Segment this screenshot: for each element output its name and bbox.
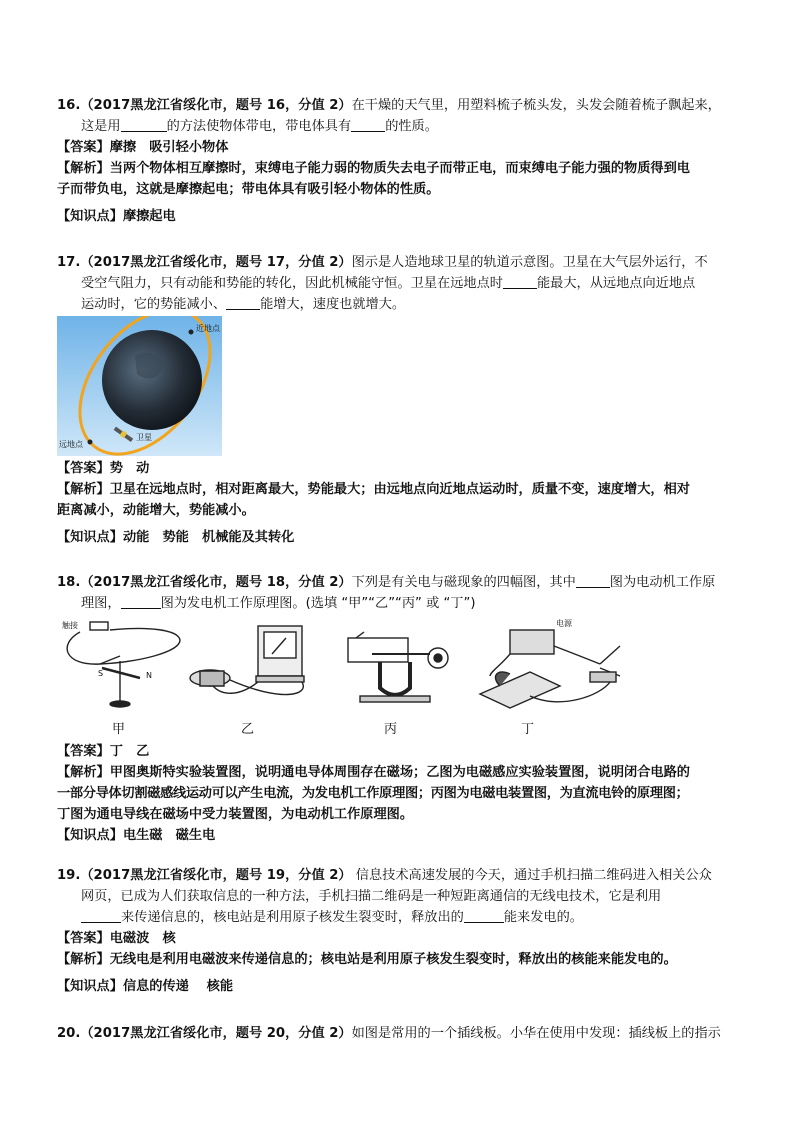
analysis-text: 卫星在远地点时，相对距离最大，势能最大；由远地点向近地点运动时，质量不变，速度增大，相对 bbox=[109, 482, 690, 497]
analysis-row bbox=[57, 158, 747, 179]
analysis-tag: 【解析】 bbox=[57, 765, 110, 780]
question-text: 理图， bbox=[81, 596, 121, 611]
question-text: 网页，已成为人们获取信息的一种方法，手机扫描二维码是一种短距离通信的无线电技术，它是利用 bbox=[81, 889, 662, 904]
analysis-text: 子而带负电，这就是摩擦起电；带电体具有吸引轻小物体的性质。 bbox=[57, 182, 440, 197]
analysis-text: 距离减小，动能增大，势能减小。 bbox=[57, 503, 255, 518]
knowledge-text: 动能 势能 机械能及其转化 bbox=[122, 530, 295, 545]
question-text: 能增大，速度也就增大。 bbox=[260, 297, 406, 312]
question-text: 能最大，从远地点向近地点 bbox=[537, 276, 696, 291]
question-text: 受空气阻力，只有动能和势能的转化，因此机械能守恒。卫星在远地点时 bbox=[81, 276, 503, 291]
figure-jia bbox=[62, 620, 180, 707]
answer-text: 势 动 bbox=[109, 461, 150, 476]
answer-tag: 【答案】 bbox=[57, 140, 110, 155]
question-19 bbox=[57, 865, 747, 997]
figure-label-bing: 丙 bbox=[384, 722, 398, 737]
knowledge-tag: 【知识点】 bbox=[57, 530, 123, 545]
figure-label-ding: 丁 bbox=[521, 722, 535, 737]
satellite-orbit-figure bbox=[57, 316, 222, 456]
analysis-text: 甲图奥斯特实验装置图，说明通电导体周围存在磁场；乙图为电磁感应实验装置图，说明闭合电路的 bbox=[109, 765, 690, 780]
answer-tag: 【答案】 bbox=[57, 461, 110, 476]
analysis-row bbox=[57, 479, 747, 500]
answer-text: 摩擦 吸引轻小物体 bbox=[109, 140, 229, 155]
figure-yi bbox=[190, 626, 304, 695]
question-text: 在干燥的天气里，用塑料梳子梳头发，头发会随着梳子飘起来， bbox=[351, 98, 721, 113]
analysis-tag: 【解析】 bbox=[57, 952, 110, 967]
answer-text: 电磁波 核 bbox=[109, 931, 176, 946]
answer-row bbox=[57, 928, 747, 949]
far-point-label: 远地点 bbox=[59, 440, 83, 449]
answer-tag: 【答案】 bbox=[57, 931, 110, 946]
earth-icon bbox=[102, 330, 202, 430]
question-17-solution bbox=[57, 458, 747, 548]
answer-tag: 【答案】 bbox=[57, 744, 110, 759]
knowledge-tag: 【知识点】 bbox=[57, 979, 123, 994]
answer-blank bbox=[464, 908, 504, 923]
question-header: 18.（2017黑龙江省绥化市，题号 18，分值 2） bbox=[57, 575, 352, 590]
question-header: 17.（2017黑龙江省绥化市，题号 17，分值 2） bbox=[57, 255, 352, 270]
question-text: 这是用 bbox=[81, 119, 121, 134]
satellite-label: 卫星 bbox=[136, 433, 152, 442]
question-text: 的方法使物体带电，带电体具有 bbox=[166, 119, 352, 134]
n-pole-label: N bbox=[146, 671, 152, 680]
analysis-row bbox=[57, 762, 747, 783]
answer-row bbox=[57, 458, 747, 479]
answer-text: 丁 乙 bbox=[109, 744, 150, 759]
answer-blank bbox=[576, 573, 610, 588]
knowledge-tag: 【知识点】 bbox=[57, 828, 123, 843]
answer-blank bbox=[81, 908, 121, 923]
question-header: 19.（2017黑龙江省绥化市，题号 19，分值 2） bbox=[57, 868, 352, 883]
question-text: 来传递信息的，核电站是利用原子核发生裂变时，释放出的 bbox=[121, 910, 464, 925]
answer-blank bbox=[121, 117, 167, 132]
electromagnetism-figures bbox=[60, 616, 750, 740]
answer-blank bbox=[351, 117, 385, 132]
near-point-dot bbox=[189, 330, 194, 335]
question-20 bbox=[57, 1023, 747, 1044]
analysis-row bbox=[57, 949, 747, 970]
answer-blank bbox=[121, 594, 161, 609]
question-17 bbox=[57, 252, 747, 315]
knowledge-tag: 【知识点】 bbox=[57, 209, 123, 224]
analysis-tag: 【解析】 bbox=[57, 161, 110, 176]
answer-blank bbox=[226, 295, 260, 310]
question-text: 下列是有关电与磁现象的四幅图，其中 bbox=[351, 575, 576, 590]
question-text: 的性质。 bbox=[385, 119, 438, 134]
question-18-solution bbox=[57, 741, 747, 846]
knowledge-text: 电生磁 磁生电 bbox=[122, 828, 216, 843]
knowledge-row bbox=[57, 206, 747, 227]
figure-ding bbox=[480, 618, 620, 708]
power-label: 电源 bbox=[556, 619, 572, 628]
figure-bing bbox=[348, 632, 448, 702]
figure-label-jia: 甲 bbox=[112, 722, 126, 737]
knowledge-row bbox=[57, 976, 747, 997]
analysis-text: 无线电是利用电磁波来传递信息的；核电站是利用原子核发生裂变时，释放出的核能来能发电的。 bbox=[109, 952, 677, 967]
analysis-text: 丁图为通电导线在磁场中受力装置图，为电动机工作原理图。 bbox=[57, 807, 414, 822]
question-text: 运动时，它的势能减小、 bbox=[81, 297, 227, 312]
question-text: 信息技术高速发展的今天，通过手机扫描二维码进入相关公众 bbox=[351, 868, 712, 883]
answer-blank bbox=[503, 274, 537, 289]
knowledge-row bbox=[57, 527, 747, 548]
question-text: 图为发电机工作原理图。(选填 “甲”“乙”“丙” 或 “丁”) bbox=[160, 596, 476, 611]
question-text: 图示是人造地球卫星的轨道示意图。卫星在大气层外运行，不 bbox=[351, 255, 708, 270]
question-header: 16.（2017黑龙江省绥化市，题号 16，分值 2） bbox=[57, 98, 352, 113]
question-text: 图为电动机工作原 bbox=[609, 575, 716, 590]
analysis-tag: 【解析】 bbox=[57, 482, 110, 497]
knowledge-text: 信息的传递 核能 bbox=[122, 979, 234, 994]
figure-label-yi: 乙 bbox=[241, 722, 255, 737]
switch-label: 触接 bbox=[62, 621, 78, 630]
answer-row bbox=[57, 741, 747, 762]
question-16 bbox=[57, 95, 747, 227]
s-pole-label: S bbox=[98, 669, 104, 678]
analysis-text: 一部分导体切割磁感线运动可以产生电流，为发电机工作原理图；丙图为电磁电装置图，为直流电铃的原理图； bbox=[57, 786, 689, 801]
analysis-text: 当两个物体相互摩擦时，束缚电子能力弱的物质失去电子而带正电，而束缚电子能力强的物质得到电 bbox=[109, 161, 690, 176]
near-point-label: 近地点 bbox=[196, 324, 220, 333]
far-point-dot bbox=[88, 440, 93, 445]
question-18 bbox=[57, 572, 747, 614]
knowledge-row bbox=[57, 825, 747, 846]
knowledge-text: 摩擦起电 bbox=[122, 209, 176, 224]
question-text: 能来发电的。 bbox=[503, 910, 583, 925]
answer-row bbox=[57, 137, 747, 158]
question-header: 20.（2017黑龙江省绥化市，题号 20，分值 2） bbox=[57, 1026, 352, 1041]
question-text: 如图是常用的一个插线板。小华在使用中发现：插线板上的指示 bbox=[351, 1026, 721, 1041]
